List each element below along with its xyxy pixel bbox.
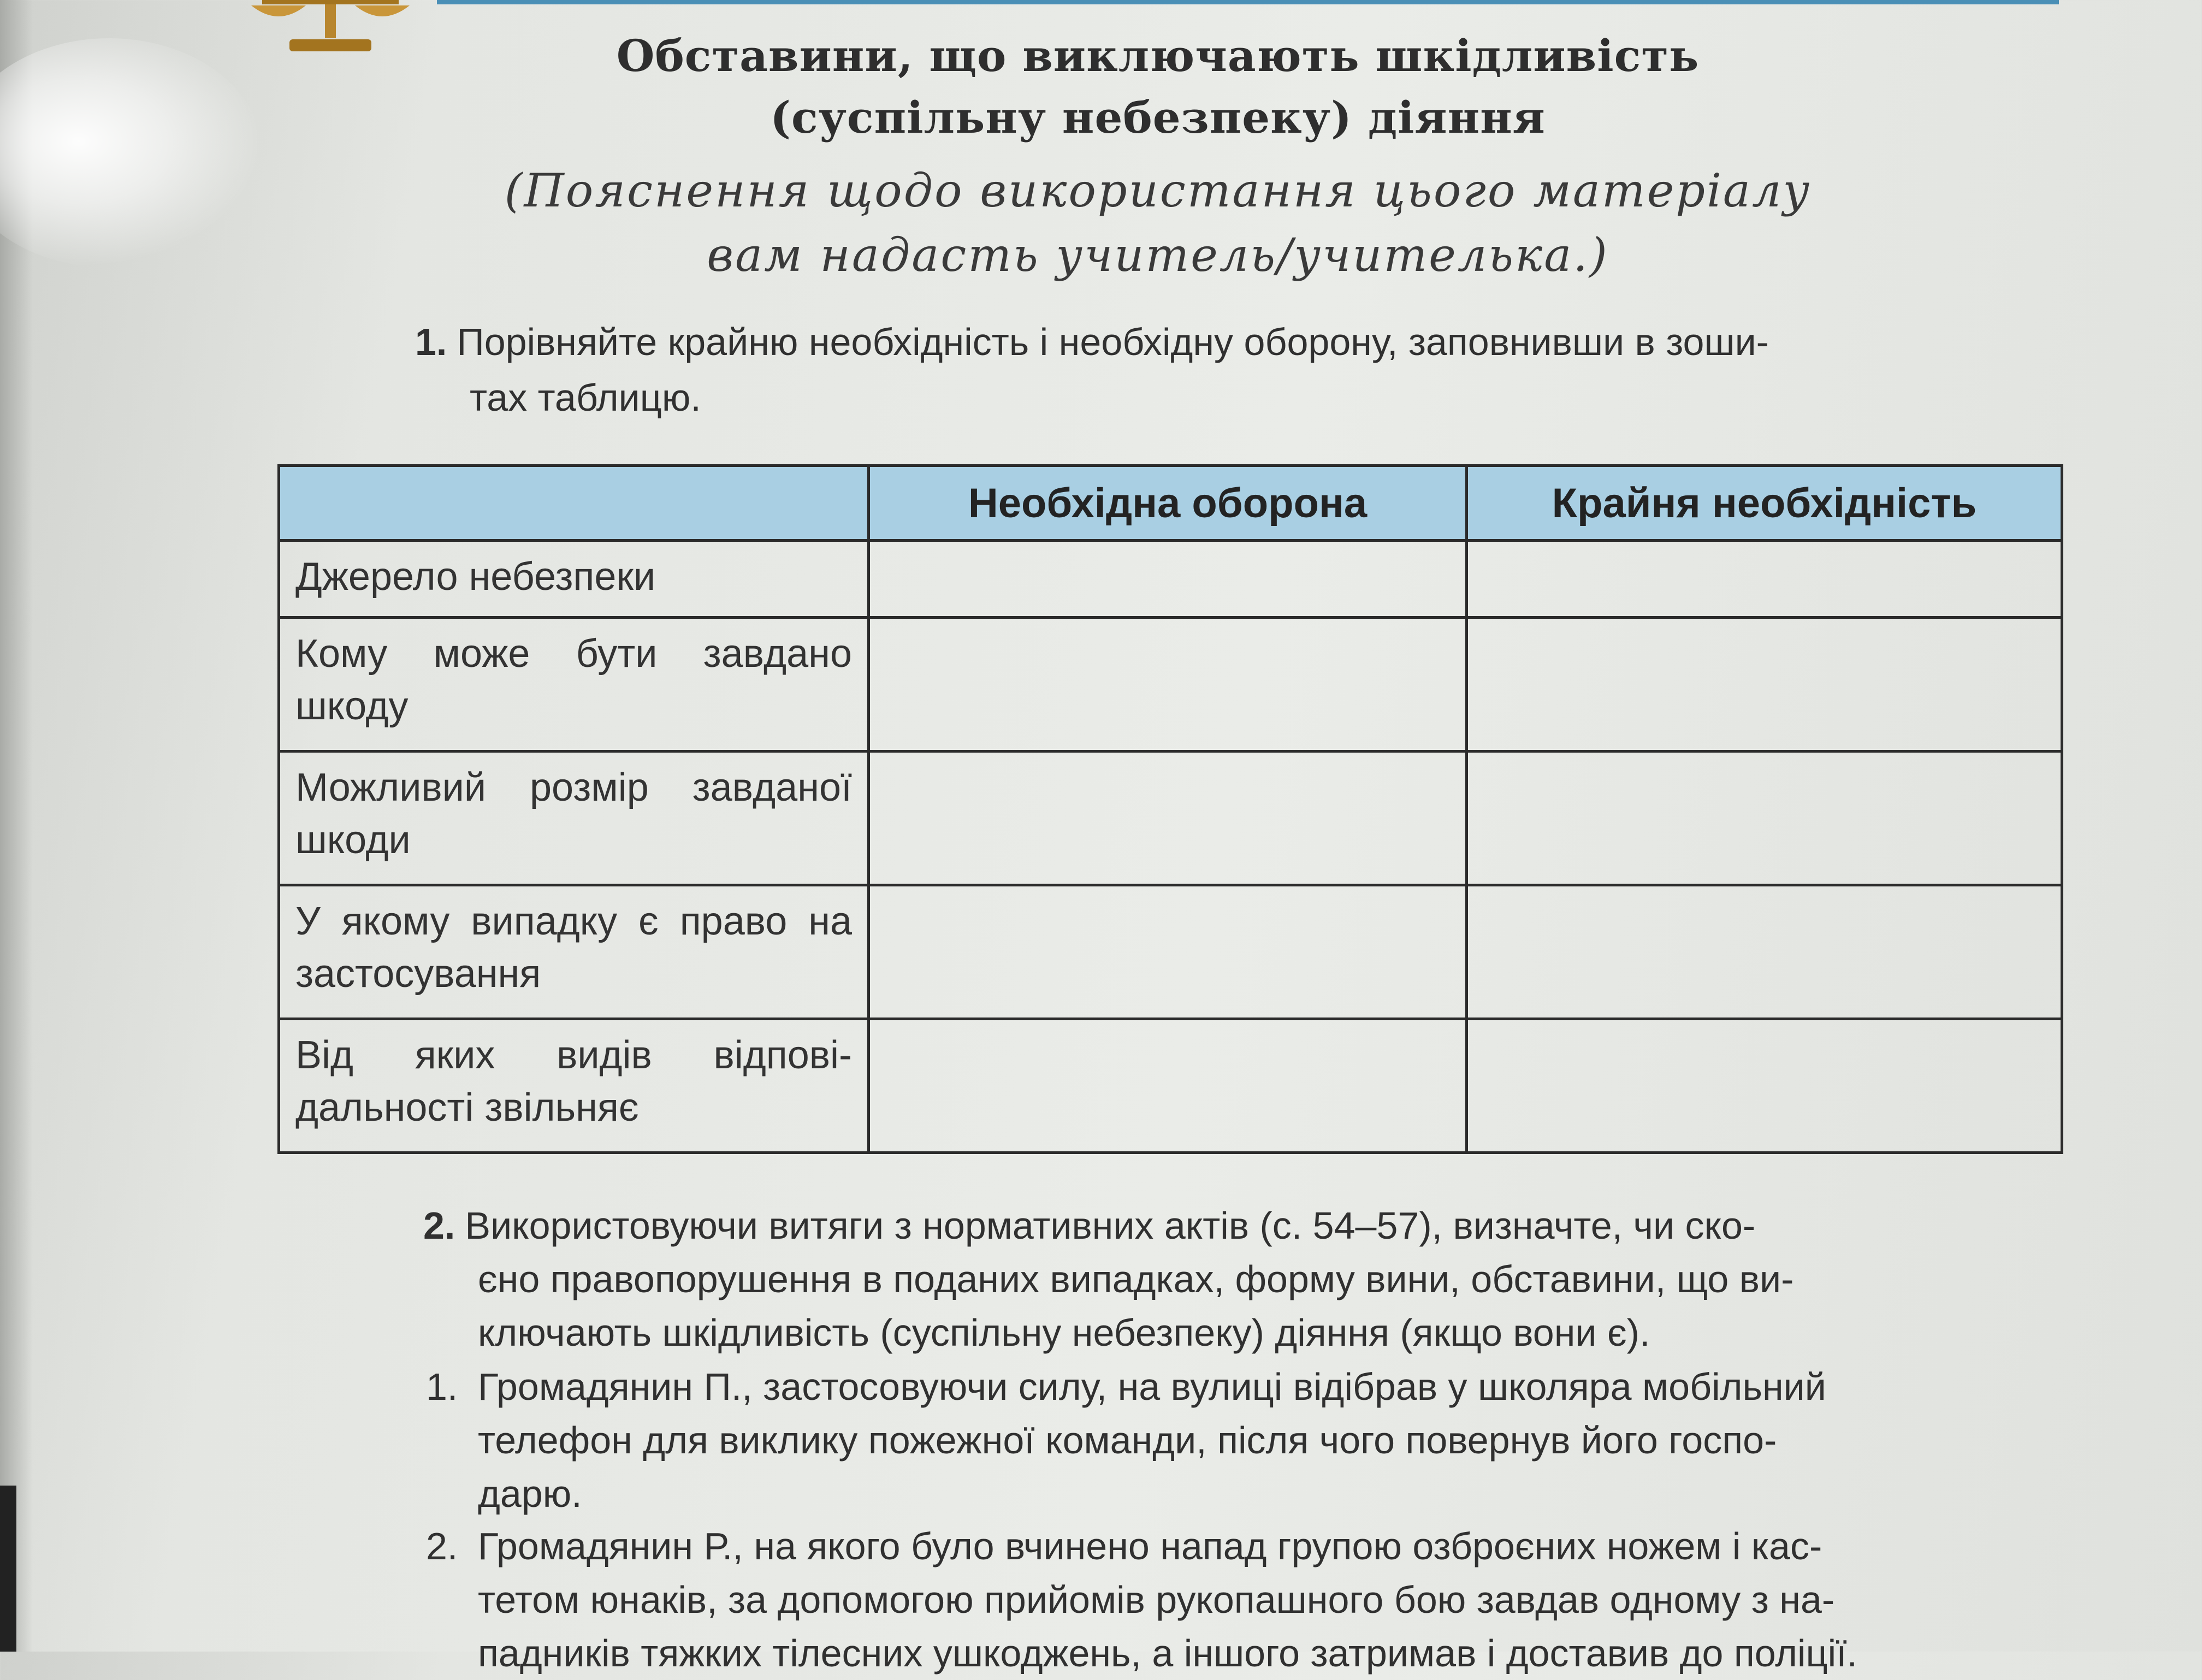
task-2-line-1: Використовуючи витяги з нормативних актів (с. 54–57), визначте, чи ско- xyxy=(465,1204,1756,1247)
task-2 xyxy=(423,1199,2067,1359)
comparison-table xyxy=(277,464,2063,1154)
answer-cell[interactable] xyxy=(1467,541,2062,618)
case-1-number: 1. xyxy=(426,1365,458,1408)
answer-cell[interactable] xyxy=(869,618,1467,752)
answer-cell[interactable] xyxy=(1467,1019,2062,1153)
teacher-note-line-1: (Пояснення щодо використання цього матеріалу xyxy=(504,164,1812,217)
case-1 xyxy=(426,1360,2059,1521)
page-title-line-1: Обставини, що виключають шкідливість xyxy=(616,30,1700,81)
case-2-line-3: падників тяжких тілесних ушкоджень, а іншого затримав і доставив до поліції. xyxy=(478,1632,1858,1675)
scales-of-justice-icon xyxy=(240,0,421,55)
answer-cell[interactable] xyxy=(869,541,1467,618)
task-1-line-1: Порівняйте крайню необхідність і необхідну оборону, заповнивши в зоши- xyxy=(457,321,1769,363)
row-label-harm-to-whom: Кому може бути завдано шкоду xyxy=(279,618,869,752)
background-edge xyxy=(0,1486,16,1652)
case-2 xyxy=(426,1519,2059,1680)
table-row xyxy=(279,752,2062,885)
case-2-line-2: тетом юнаків, за допомогою прийомів рукопашного бою завдав одному з на- xyxy=(478,1578,1835,1621)
answer-cell[interactable] xyxy=(869,752,1467,885)
task-2-number: 2. xyxy=(423,1204,455,1247)
row-label-liability-release: Від яких видів відповідальності звільняє xyxy=(279,1019,869,1153)
row-label-source: Джерело небезпеки xyxy=(279,541,869,618)
case-1-line-2: телефон для виклику пожежної команди, після чого повернув його госпо- xyxy=(478,1419,1777,1462)
table-header-criteria xyxy=(279,466,869,541)
row-label-right-to-apply: У якому випадку є право на застосування xyxy=(279,885,869,1019)
task-1-number: 1. xyxy=(415,321,447,363)
answer-cell[interactable] xyxy=(1467,618,2062,752)
table-header-necessary-defense: Необхідна оборона xyxy=(869,466,1467,541)
case-2-line-1: Громадянин Р., на якого було вчинено напад групою озброєних ножем і кас- xyxy=(478,1525,1822,1567)
table-row xyxy=(279,1019,2062,1153)
answer-cell[interactable] xyxy=(869,1019,1467,1153)
case-1-line-1: Громадянин П., застосовуючи силу, на вулиці відібрав у школяра мобільний xyxy=(478,1365,1826,1408)
table-row xyxy=(279,618,2062,752)
task-1 xyxy=(415,314,2059,425)
table-row xyxy=(279,541,2062,618)
table-header-extreme-necessity: Крайня необхідність xyxy=(1467,466,2062,541)
light-glare xyxy=(0,38,262,268)
answer-cell[interactable] xyxy=(869,885,1467,1019)
row-label-harm-size: Можливий розмір завданої шкоди xyxy=(279,752,869,885)
answer-cell[interactable] xyxy=(1467,885,2062,1019)
task-1-line-2: тах таблицю. xyxy=(470,376,701,419)
case-1-line-3: дарю. xyxy=(478,1472,582,1515)
top-divider xyxy=(437,0,2059,4)
table-row xyxy=(279,885,2062,1019)
answer-cell[interactable] xyxy=(1467,752,2062,885)
task-2-line-3: ключають шкідливість (суспільну небезпеку) діяння (якщо вони є). xyxy=(478,1311,1650,1354)
teacher-note-line-2: вам надасть учитель/учителька.) xyxy=(707,228,1609,282)
case-2-number: 2. xyxy=(426,1525,458,1567)
task-2-line-2: єно правопорушення в поданих випадках, форму вини, обставини, що ви- xyxy=(478,1258,1794,1300)
page-title-line-2: (суспільну небезпеку) діяння xyxy=(770,92,1546,143)
